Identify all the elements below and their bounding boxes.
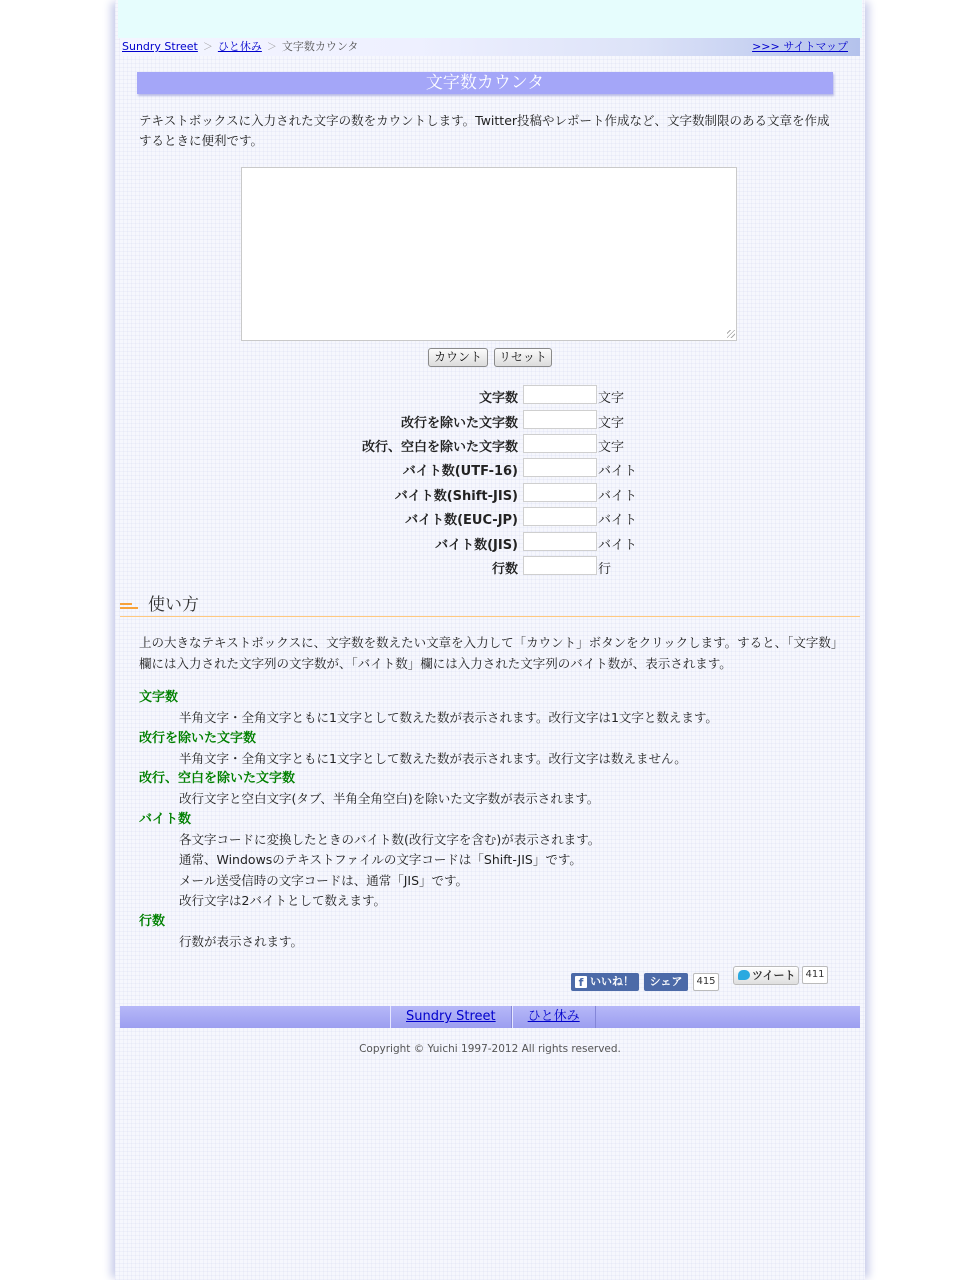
definition-list <box>139 688 849 952</box>
result-unit: 文字 <box>598 440 625 455</box>
copyright: Copyright © Yuichi 1997-2012 All rights reserved. <box>359 1043 621 1055</box>
howto-intro: 上の大きなテキストボックスに、文字数を数えたい文章を入力して「カウント」ボタンをクリックします。すると、「文字数」欄には入力された文字列の文字数が、「バイト数」欄には入力された文字列のバイト数が、表示されます。 <box>139 635 838 671</box>
definition-text: メール送受信時の文字コードは、通常「JIS」です。 <box>179 872 469 888</box>
definition-term: バイト数 <box>139 811 192 827</box>
result-row <box>115 506 865 528</box>
result-field[interactable] <box>523 556 597 575</box>
page-title: 文字数カウンタ <box>137 72 833 94</box>
facebook-icon: f <box>575 976 587 988</box>
breadcrumb-section-link[interactable]: ひと休み <box>217 40 262 53</box>
result-unit: バイト <box>598 538 638 553</box>
howto-heading: 使い方 <box>148 595 199 615</box>
howto-heading-bar <box>120 594 860 617</box>
header-banner <box>118 0 862 38</box>
definition-text: 改行文字と空白文字(タブ、半角全角空白)を除いた文字数が表示されます。 <box>179 791 600 806</box>
definition-term: 改行を除いた文字数 <box>139 730 257 746</box>
result-row <box>115 384 865 406</box>
result-field[interactable] <box>523 434 597 453</box>
definition-term: 行数 <box>139 913 166 929</box>
result-field[interactable] <box>523 507 597 526</box>
result-label: 改行を除いた文字数 <box>400 416 518 431</box>
page-container <box>115 0 865 1280</box>
result-field[interactable] <box>523 532 597 551</box>
result-row <box>115 531 865 553</box>
tweet-button[interactable] <box>733 966 799 985</box>
tweet-label: ツイート <box>752 969 796 982</box>
result-field[interactable] <box>523 483 597 502</box>
result-unit: 文字 <box>598 391 625 406</box>
facebook-like-button[interactable] <box>571 973 639 991</box>
definition-text: 各文字コードに変換したときのバイト数(改行文字を含む)が表示されます。 <box>179 831 601 847</box>
definition-term: 改行、空白を除いた文字数 <box>139 771 296 786</box>
count-button[interactable]: カウント <box>428 348 488 367</box>
result-label: 改行、空白を除いた文字数 <box>361 440 518 455</box>
like-label: いいね！ <box>590 975 634 988</box>
result-label: 行数 <box>491 562 518 577</box>
result-label: 文字数 <box>478 391 518 406</box>
footer-link-home[interactable]: Sundry Street <box>390 1006 512 1028</box>
result-label: バイト数(EUC-JP) <box>405 513 518 528</box>
breadcrumb <box>122 38 358 57</box>
result-row <box>115 555 865 577</box>
intro-text: テキストボックスに入力された文字の数をカウントします。Twitter投稿やレポート作成など、文字数制限のある文章を作成するときに便利です。 <box>139 113 830 148</box>
result-unit: バイト <box>598 464 638 479</box>
result-row <box>115 482 865 504</box>
result-field[interactable] <box>523 385 597 404</box>
definition-text: 半角文字・全角文字ともに1文字として数えた数が表示されます。改行文字は1文字と数えます。 <box>179 710 718 725</box>
result-row <box>115 457 865 479</box>
heading-marker-icon <box>120 603 140 613</box>
result-unit: バイト <box>598 489 638 504</box>
share-count-badge: 415 <box>693 973 719 991</box>
reset-button[interactable]: リセット <box>494 348 552 367</box>
resize-grip-icon[interactable] <box>727 330 735 338</box>
result-unit: 文字 <box>598 416 625 431</box>
breadcrumb-home-link[interactable]: Sundry Street <box>122 40 198 53</box>
result-row <box>115 433 865 455</box>
breadcrumb-bar <box>120 38 860 56</box>
footer-link-section[interactable]: ひと休み <box>512 1006 596 1028</box>
result-row <box>115 409 865 431</box>
twitter-bird-icon <box>738 970 750 980</box>
tweet-count-badge: 411 <box>802 966 828 984</box>
definition-text: 半角文字・全角文字ともに1文字として数えた数が表示されます。改行文字は数えません。 <box>179 750 687 766</box>
definition-text: 行数が表示されます。 <box>179 933 304 949</box>
result-label: バイト数(UTF-16) <box>402 464 518 479</box>
breadcrumb-separator-icon: ＞ <box>202 42 213 53</box>
result-unit: 行 <box>598 562 612 577</box>
result-label: バイト数(JIS) <box>435 538 518 553</box>
definition-text: 通常、Windowsのテキストファイルの文字コードは「Shift-JIS」です。 <box>179 852 582 867</box>
definition-term: 文字数 <box>139 690 179 705</box>
result-unit: バイト <box>598 513 638 528</box>
text-input-area[interactable] <box>241 167 737 341</box>
facebook-share-button[interactable]: シェア <box>644 973 688 991</box>
breadcrumb-separator-icon: ＞ <box>266 42 277 53</box>
sitemap-link[interactable]: >>> サイトマップ <box>752 40 848 53</box>
footer-nav <box>120 1006 860 1028</box>
breadcrumb-current: 文字数カウンタ <box>281 40 359 53</box>
result-field[interactable] <box>523 410 597 429</box>
definition-text: 改行文字は2バイトとして数えます。 <box>179 893 386 908</box>
result-label: バイト数(Shift-JIS) <box>394 489 518 504</box>
result-field[interactable] <box>523 458 597 477</box>
